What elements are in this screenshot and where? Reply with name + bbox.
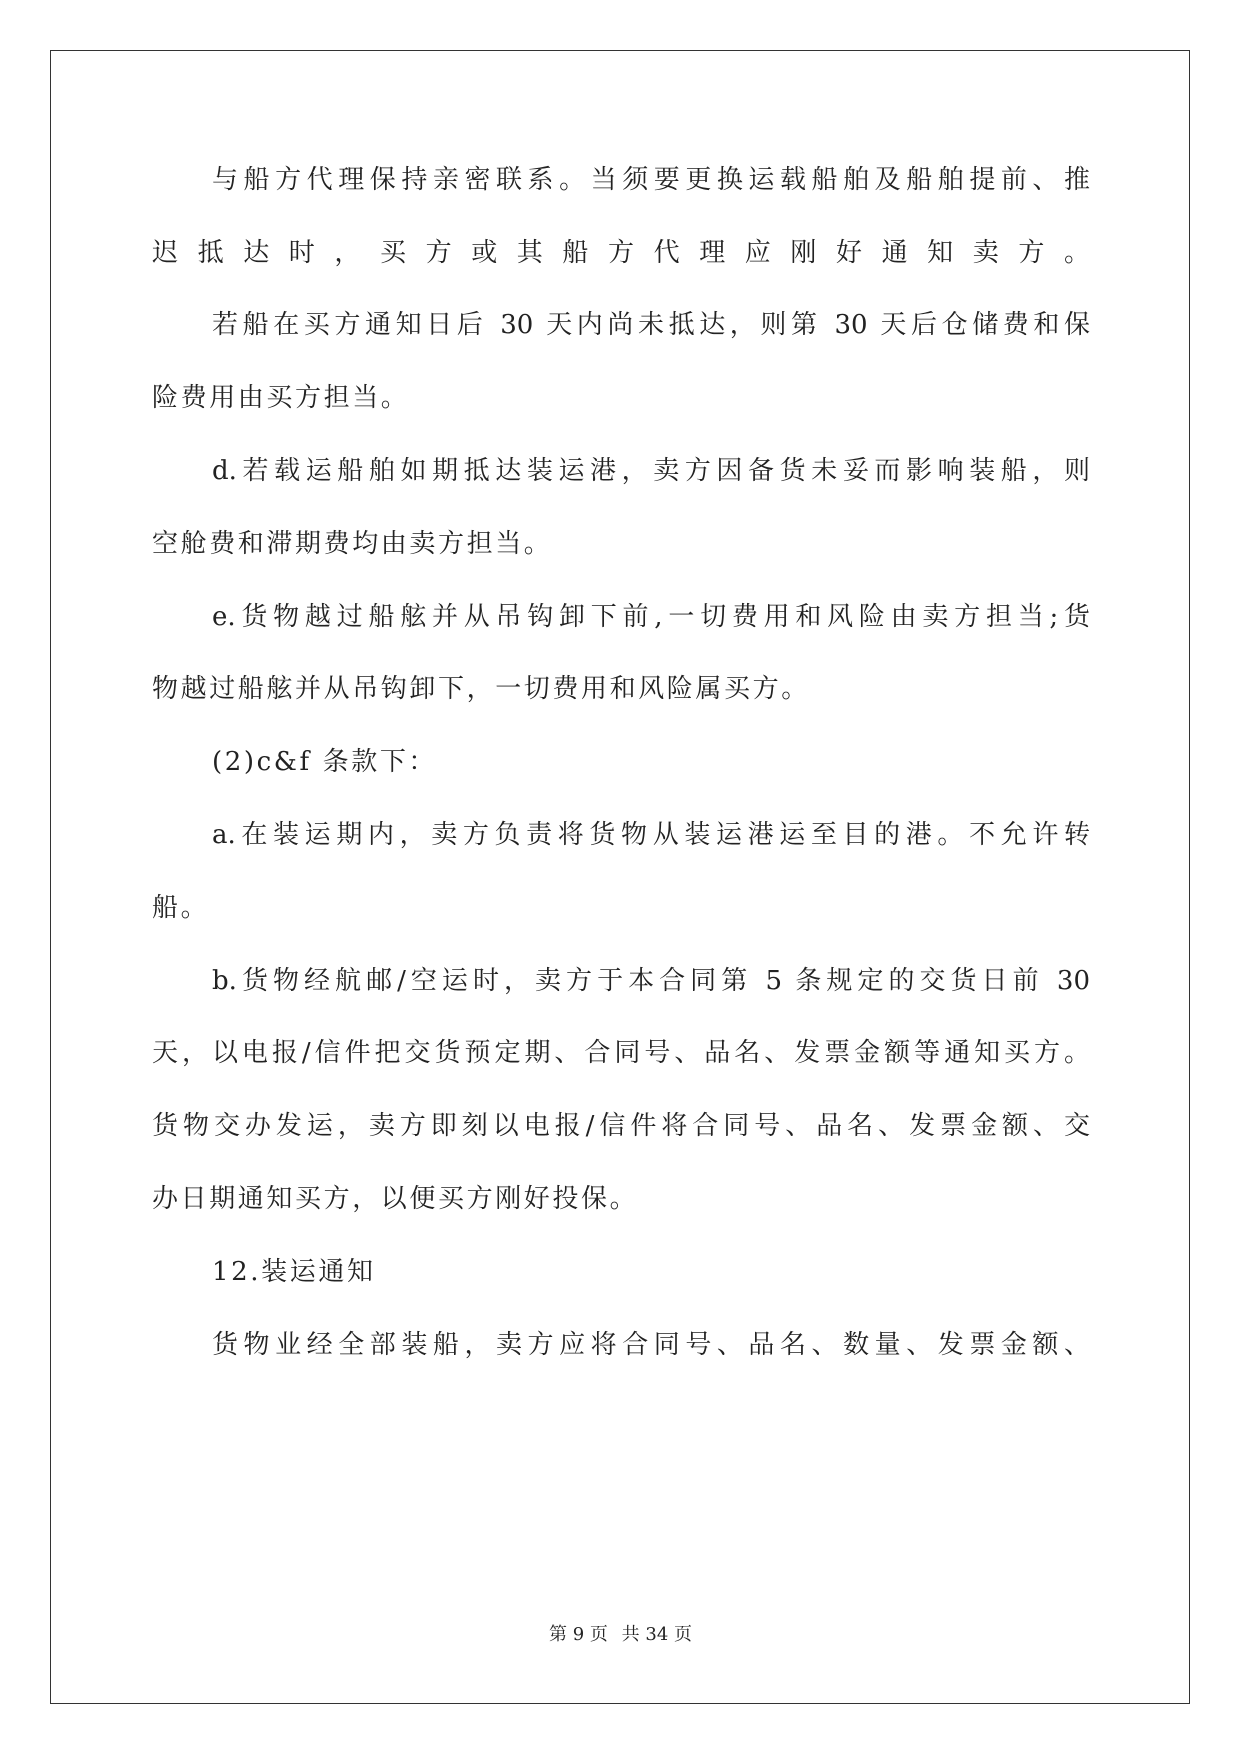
text-line: 空舱费和滞期费均由卖方担当。 [152, 529, 553, 559]
text-line: 迟抵达时，买方或其船方代理应刚好通知卖方。 [152, 238, 1090, 268]
text-line: 天，以电报/信件把交货预定期、合同号、品名、发票金额等通知买方。 [152, 1038, 1090, 1068]
text-line: 若船在买方通知日后 30 天内尚未抵达，则第 30 天后仓储费和保 [212, 310, 1090, 340]
section-heading: 12.装运通知 [212, 1257, 376, 1287]
text-line: 与船方代理保持亲密联系。当须要更换运载船舶及船舶提前、推 [212, 165, 1090, 195]
page-footer [0, 1623, 1241, 1647]
page-border [50, 50, 1190, 1704]
text-line: 险费用由买方担当。 [152, 383, 410, 413]
current-page-number: 第 9 页 [549, 1624, 608, 1645]
text-line: 物越过船舷并从吊钩卸下，一切费用和风险属买方。 [152, 674, 810, 704]
text-line: 船。 [152, 893, 210, 923]
text-line: 办日期通知买方，以便买方刚好投保。 [152, 1184, 639, 1214]
text-line: 货物交办发运，卖方即刻以电报/信件将合同号、品名、发票金额、交 [152, 1111, 1090, 1141]
text-line: 货物业经全部装船，卖方应将合同号、品名、数量、发票金额、 [212, 1330, 1090, 1360]
text-line: e.货物越过船舷并从吊钩卸下前,一切费用和风险由卖方担当;货 [212, 602, 1090, 632]
text-line: d.若载运船舶如期抵达装运港，卖方因备货未妥而影响装船，则 [212, 456, 1090, 486]
section-heading: (2)c&f 条款下： [212, 747, 438, 777]
text-line: a.在装运期内，卖方负责将货物从装运港运至目的港。不允许转 [212, 820, 1090, 850]
text-line: b.货物经航邮/空运时，卖方于本合同第 5 条规定的交货日前 30 [212, 966, 1090, 996]
total-pages: 共 34 页 [621, 1624, 692, 1645]
